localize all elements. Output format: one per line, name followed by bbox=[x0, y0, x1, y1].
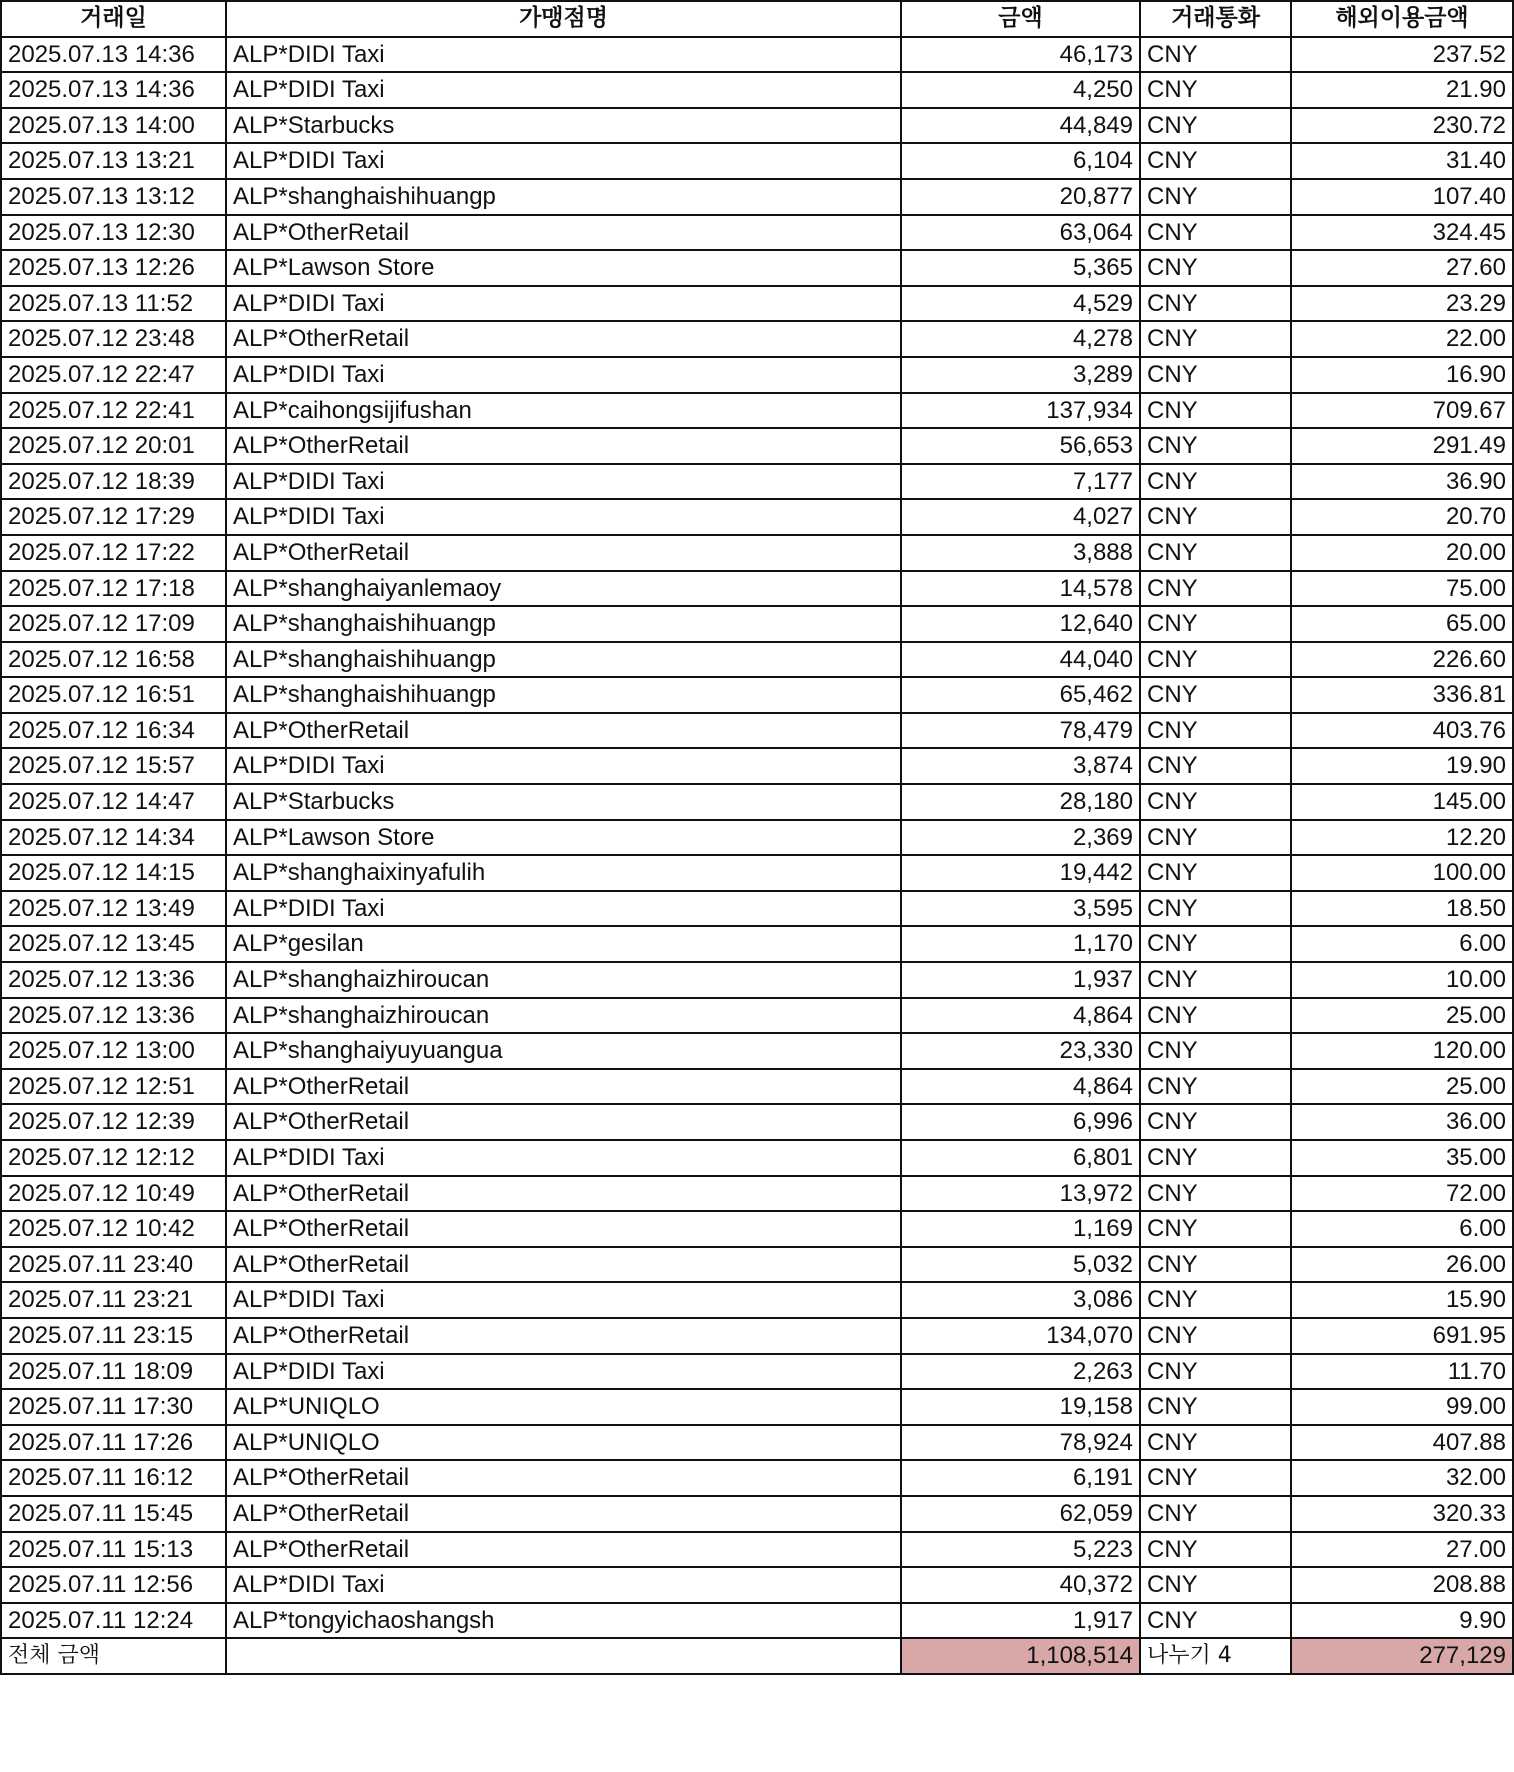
cell-amount[interactable]: 137,934 bbox=[901, 393, 1140, 429]
cell-date[interactable]: 2025.07.11 23:21 bbox=[1, 1282, 226, 1318]
cell-date[interactable]: 2025.07.12 12:51 bbox=[1, 1069, 226, 1105]
cell-date[interactable]: 2025.07.12 14:47 bbox=[1, 784, 226, 820]
cell-foreign-amount[interactable]: 6.00 bbox=[1291, 1211, 1513, 1247]
cell-currency[interactable]: CNY bbox=[1140, 1140, 1291, 1176]
cell-foreign-amount[interactable]: 20.70 bbox=[1291, 499, 1513, 535]
cell-foreign-amount[interactable]: 226.60 bbox=[1291, 642, 1513, 678]
cell-foreign-amount[interactable]: 10.00 bbox=[1291, 962, 1513, 998]
cell-foreign-amount[interactable]: 230.72 bbox=[1291, 108, 1513, 144]
cell-date[interactable]: 2025.07.12 13:00 bbox=[1, 1033, 226, 1069]
cell-merchant[interactable]: ALP*tongyichaoshangsh bbox=[226, 1603, 901, 1639]
cell-merchant[interactable]: ALP*DIDI Taxi bbox=[226, 1140, 901, 1176]
cell-currency[interactable]: CNY bbox=[1140, 1389, 1291, 1425]
cell-currency[interactable]: CNY bbox=[1140, 1460, 1291, 1496]
cell-date[interactable]: 2025.07.12 12:12 bbox=[1, 1140, 226, 1176]
cell-merchant[interactable]: ALP*DIDI Taxi bbox=[226, 1354, 901, 1390]
cell-currency[interactable]: CNY bbox=[1140, 820, 1291, 856]
cell-amount[interactable]: 3,595 bbox=[901, 891, 1140, 927]
cell-currency[interactable]: CNY bbox=[1140, 1532, 1291, 1568]
cell-merchant[interactable]: ALP*shanghaishihuangp bbox=[226, 179, 901, 215]
cell-amount[interactable]: 134,070 bbox=[901, 1318, 1140, 1354]
cell-date[interactable]: 2025.07.12 22:47 bbox=[1, 357, 226, 393]
table-row bbox=[1, 748, 1513, 784]
header-currency[interactable]: 거래통화 bbox=[1140, 1, 1291, 37]
cell-amount[interactable]: 5,223 bbox=[901, 1532, 1140, 1568]
cell-merchant[interactable]: ALP*DIDI Taxi bbox=[226, 1282, 901, 1318]
cell-foreign-amount[interactable]: 208.88 bbox=[1291, 1567, 1513, 1603]
table-row bbox=[1, 1140, 1513, 1176]
table-row bbox=[1, 357, 1513, 393]
cell-foreign-amount[interactable]: 35.00 bbox=[1291, 1140, 1513, 1176]
total-label[interactable]: 전체 금액 bbox=[1, 1638, 226, 1674]
cell-amount[interactable]: 4,250 bbox=[901, 72, 1140, 108]
cell-merchant[interactable]: ALP*DIDI Taxi bbox=[226, 37, 901, 73]
table-row bbox=[1, 1033, 1513, 1069]
cell-date[interactable]: 2025.07.12 18:39 bbox=[1, 464, 226, 500]
cell-amount[interactable]: 19,158 bbox=[901, 1389, 1140, 1425]
cell-foreign-amount[interactable]: 31.40 bbox=[1291, 143, 1513, 179]
cell-foreign-amount[interactable]: 65.00 bbox=[1291, 606, 1513, 642]
cell-date[interactable]: 2025.07.12 17:22 bbox=[1, 535, 226, 571]
table-row bbox=[1, 784, 1513, 820]
cell-merchant[interactable]: ALP*OtherRetail bbox=[226, 1211, 901, 1247]
cell-date[interactable]: 2025.07.13 14:00 bbox=[1, 108, 226, 144]
cell-amount[interactable]: 7,177 bbox=[901, 464, 1140, 500]
total-empty-cell[interactable] bbox=[226, 1638, 901, 1674]
cell-amount[interactable]: 6,996 bbox=[901, 1104, 1140, 1140]
cell-currency[interactable]: CNY bbox=[1140, 713, 1291, 749]
cell-currency[interactable]: CNY bbox=[1140, 108, 1291, 144]
table-row bbox=[1, 179, 1513, 215]
cell-currency[interactable]: CNY bbox=[1140, 855, 1291, 891]
cell-merchant[interactable]: ALP*shanghaizhiroucan bbox=[226, 962, 901, 998]
cell-date[interactable]: 2025.07.12 14:34 bbox=[1, 820, 226, 856]
cell-foreign-amount[interactable]: 6.00 bbox=[1291, 926, 1513, 962]
cell-date[interactable]: 2025.07.13 12:26 bbox=[1, 250, 226, 286]
cell-foreign-amount[interactable]: 237.52 bbox=[1291, 37, 1513, 73]
cell-date[interactable]: 2025.07.11 23:15 bbox=[1, 1318, 226, 1354]
table-row bbox=[1, 286, 1513, 322]
cell-merchant[interactable]: ALP*shanghaishihuangp bbox=[226, 606, 901, 642]
cell-amount[interactable]: 4,864 bbox=[901, 1069, 1140, 1105]
cell-merchant[interactable]: ALP*DIDI Taxi bbox=[226, 286, 901, 322]
header-foreign-amount[interactable]: 해외이용금액 bbox=[1291, 1, 1513, 37]
cell-foreign-amount[interactable]: 324.45 bbox=[1291, 215, 1513, 251]
cell-merchant[interactable]: ALP*shanghaishihuangp bbox=[226, 677, 901, 713]
table-row bbox=[1, 962, 1513, 998]
cell-date[interactable]: 2025.07.12 16:34 bbox=[1, 713, 226, 749]
cell-date[interactable]: 2025.07.11 18:09 bbox=[1, 1354, 226, 1390]
cell-currency[interactable]: CNY bbox=[1140, 1104, 1291, 1140]
cell-foreign-amount[interactable]: 36.90 bbox=[1291, 464, 1513, 500]
total-amount[interactable]: 1,108,514 bbox=[901, 1638, 1140, 1674]
cell-amount[interactable]: 5,365 bbox=[901, 250, 1140, 286]
cell-merchant[interactable]: ALP*OtherRetail bbox=[226, 321, 901, 357]
cell-foreign-amount[interactable]: 25.00 bbox=[1291, 1069, 1513, 1105]
cell-merchant[interactable]: ALP*OtherRetail bbox=[226, 1176, 901, 1212]
cell-date[interactable]: 2025.07.11 17:26 bbox=[1, 1425, 226, 1461]
cell-date[interactable]: 2025.07.12 12:39 bbox=[1, 1104, 226, 1140]
cell-amount[interactable]: 1,937 bbox=[901, 962, 1140, 998]
table-row bbox=[1, 108, 1513, 144]
cell-currency[interactable]: CNY bbox=[1140, 1567, 1291, 1603]
cell-date[interactable]: 2025.07.12 17:18 bbox=[1, 571, 226, 607]
table-row bbox=[1, 37, 1513, 73]
cell-currency[interactable]: CNY bbox=[1140, 393, 1291, 429]
cell-foreign-amount[interactable]: 21.90 bbox=[1291, 72, 1513, 108]
table-row bbox=[1, 321, 1513, 357]
cell-date[interactable]: 2025.07.12 13:45 bbox=[1, 926, 226, 962]
cell-amount[interactable]: 28,180 bbox=[901, 784, 1140, 820]
cell-date[interactable]: 2025.07.11 12:56 bbox=[1, 1567, 226, 1603]
cell-currency[interactable]: CNY bbox=[1140, 1176, 1291, 1212]
table-row bbox=[1, 1282, 1513, 1318]
cell-amount[interactable]: 4,529 bbox=[901, 286, 1140, 322]
cell-foreign-amount[interactable]: 691.95 bbox=[1291, 1318, 1513, 1354]
cell-currency[interactable]: CNY bbox=[1140, 784, 1291, 820]
cell-currency[interactable]: CNY bbox=[1140, 606, 1291, 642]
cell-currency[interactable]: CNY bbox=[1140, 642, 1291, 678]
cell-currency[interactable]: CNY bbox=[1140, 1318, 1291, 1354]
table-row bbox=[1, 571, 1513, 607]
cell-amount[interactable]: 44,849 bbox=[901, 108, 1140, 144]
cell-currency[interactable]: CNY bbox=[1140, 1033, 1291, 1069]
cell-foreign-amount[interactable]: 145.00 bbox=[1291, 784, 1513, 820]
table-row bbox=[1, 393, 1513, 429]
cell-merchant[interactable]: ALP*caihongsijifushan bbox=[226, 393, 901, 429]
cell-date[interactable]: 2025.07.11 16:12 bbox=[1, 1460, 226, 1496]
cell-merchant[interactable]: ALP*gesilan bbox=[226, 926, 901, 962]
cell-merchant[interactable]: ALP*DIDI Taxi bbox=[226, 143, 901, 179]
cell-currency[interactable]: CNY bbox=[1140, 962, 1291, 998]
table-row bbox=[1, 1496, 1513, 1532]
table-row bbox=[1, 250, 1513, 286]
cell-amount[interactable]: 4,278 bbox=[901, 321, 1140, 357]
cell-amount[interactable]: 44,040 bbox=[901, 642, 1140, 678]
cell-amount[interactable]: 1,170 bbox=[901, 926, 1140, 962]
cell-currency[interactable]: CNY bbox=[1140, 748, 1291, 784]
table-row bbox=[1, 926, 1513, 962]
cell-foreign-amount[interactable]: 32.00 bbox=[1291, 1460, 1513, 1496]
cell-foreign-amount[interactable]: 15.90 bbox=[1291, 1282, 1513, 1318]
table-row bbox=[1, 891, 1513, 927]
cell-currency[interactable]: CNY bbox=[1140, 926, 1291, 962]
cell-foreign-amount[interactable]: 11.70 bbox=[1291, 1354, 1513, 1390]
cell-merchant[interactable]: ALP*OtherRetail bbox=[226, 215, 901, 251]
cell-amount[interactable]: 62,059 bbox=[901, 1496, 1140, 1532]
cell-foreign-amount[interactable]: 72.00 bbox=[1291, 1176, 1513, 1212]
cell-merchant[interactable]: ALP*UNIQLO bbox=[226, 1425, 901, 1461]
cell-amount[interactable]: 3,874 bbox=[901, 748, 1140, 784]
cell-date[interactable]: 2025.07.12 17:29 bbox=[1, 499, 226, 535]
table-row bbox=[1, 1069, 1513, 1105]
total-row bbox=[1, 1638, 1513, 1674]
cell-currency[interactable]: CNY bbox=[1140, 891, 1291, 927]
cell-currency[interactable]: CNY bbox=[1140, 535, 1291, 571]
cell-amount[interactable]: 4,027 bbox=[901, 499, 1140, 535]
cell-merchant[interactable]: ALP*Lawson Store bbox=[226, 250, 901, 286]
cell-date[interactable]: 2025.07.11 17:30 bbox=[1, 1389, 226, 1425]
cell-merchant[interactable]: ALP*DIDI Taxi bbox=[226, 357, 901, 393]
cell-currency[interactable]: CNY bbox=[1140, 250, 1291, 286]
cell-foreign-amount[interactable]: 100.00 bbox=[1291, 855, 1513, 891]
table-row bbox=[1, 1247, 1513, 1283]
cell-foreign-amount[interactable]: 320.33 bbox=[1291, 1496, 1513, 1532]
cell-amount[interactable]: 2,369 bbox=[901, 820, 1140, 856]
table-row bbox=[1, 1603, 1513, 1639]
cell-merchant[interactable]: ALP*Starbucks bbox=[226, 784, 901, 820]
cell-merchant[interactable]: ALP*OtherRetail bbox=[226, 535, 901, 571]
cell-foreign-amount[interactable]: 36.00 bbox=[1291, 1104, 1513, 1140]
cell-amount[interactable]: 78,924 bbox=[901, 1425, 1140, 1461]
table-row bbox=[1, 820, 1513, 856]
cell-currency[interactable]: CNY bbox=[1140, 998, 1291, 1034]
cell-foreign-amount[interactable]: 107.40 bbox=[1291, 179, 1513, 215]
cell-amount[interactable]: 40,372 bbox=[901, 1567, 1140, 1603]
table-body bbox=[1, 37, 1513, 1639]
table-row bbox=[1, 855, 1513, 891]
cell-currency[interactable]: CNY bbox=[1140, 1069, 1291, 1105]
cell-foreign-amount[interactable]: 19.90 bbox=[1291, 748, 1513, 784]
cell-amount[interactable]: 14,578 bbox=[901, 571, 1140, 607]
cell-date[interactable]: 2025.07.13 13:12 bbox=[1, 179, 226, 215]
cell-merchant[interactable]: ALP*OtherRetail bbox=[226, 1069, 901, 1105]
cell-date[interactable]: 2025.07.12 15:57 bbox=[1, 748, 226, 784]
cell-amount[interactable]: 19,442 bbox=[901, 855, 1140, 891]
cell-date[interactable]: 2025.07.11 15:45 bbox=[1, 1496, 226, 1532]
cell-foreign-amount[interactable]: 75.00 bbox=[1291, 571, 1513, 607]
header-date[interactable]: 거래일 bbox=[1, 1, 226, 37]
cell-merchant[interactable]: ALP*Lawson Store bbox=[226, 820, 901, 856]
table-row bbox=[1, 606, 1513, 642]
table-row bbox=[1, 1318, 1513, 1354]
cell-amount[interactable]: 46,173 bbox=[901, 37, 1140, 73]
cell-date[interactable]: 2025.07.12 17:09 bbox=[1, 606, 226, 642]
cell-foreign-amount[interactable]: 336.81 bbox=[1291, 677, 1513, 713]
cell-date[interactable]: 2025.07.12 23:48 bbox=[1, 321, 226, 357]
cell-date[interactable]: 2025.07.13 11:52 bbox=[1, 286, 226, 322]
cell-merchant[interactable]: ALP*shanghaishihuangp bbox=[226, 642, 901, 678]
cell-merchant[interactable]: ALP*UNIQLO bbox=[226, 1389, 901, 1425]
cell-foreign-amount[interactable]: 120.00 bbox=[1291, 1033, 1513, 1069]
cell-currency[interactable]: CNY bbox=[1140, 321, 1291, 357]
cell-amount[interactable]: 4,864 bbox=[901, 998, 1140, 1034]
cell-foreign-amount[interactable]: 26.00 bbox=[1291, 1247, 1513, 1283]
cell-amount[interactable]: 78,479 bbox=[901, 713, 1140, 749]
cell-foreign-amount[interactable]: 9.90 bbox=[1291, 1603, 1513, 1639]
cell-merchant[interactable]: ALP*shanghaiyanlemaoy bbox=[226, 571, 901, 607]
cell-foreign-amount[interactable]: 12.20 bbox=[1291, 820, 1513, 856]
cell-amount[interactable]: 65,462 bbox=[901, 677, 1140, 713]
cell-merchant[interactable]: ALP*OtherRetail bbox=[226, 1460, 901, 1496]
cell-date[interactable]: 2025.07.12 10:42 bbox=[1, 1211, 226, 1247]
cell-date[interactable]: 2025.07.11 12:24 bbox=[1, 1603, 226, 1639]
cell-date[interactable]: 2025.07.12 13:36 bbox=[1, 962, 226, 998]
table-row bbox=[1, 143, 1513, 179]
cell-foreign-amount[interactable]: 22.00 bbox=[1291, 321, 1513, 357]
cell-date[interactable]: 2025.07.12 20:01 bbox=[1, 428, 226, 464]
cell-amount[interactable]: 2,263 bbox=[901, 1354, 1140, 1390]
per-person-amount[interactable]: 277,129 bbox=[1291, 1638, 1513, 1674]
cell-foreign-amount[interactable]: 20.00 bbox=[1291, 535, 1513, 571]
cell-amount[interactable]: 3,888 bbox=[901, 535, 1140, 571]
cell-currency[interactable]: CNY bbox=[1140, 464, 1291, 500]
cell-merchant[interactable]: ALP*shanghaixinyafulih bbox=[226, 855, 901, 891]
table-row bbox=[1, 464, 1513, 500]
cell-currency[interactable]: CNY bbox=[1140, 357, 1291, 393]
cell-currency[interactable]: CNY bbox=[1140, 571, 1291, 607]
cell-date[interactable]: 2025.07.12 13:36 bbox=[1, 998, 226, 1034]
cell-amount[interactable]: 6,801 bbox=[901, 1140, 1140, 1176]
cell-amount[interactable]: 5,032 bbox=[901, 1247, 1140, 1283]
cell-date[interactable]: 2025.07.13 12:30 bbox=[1, 215, 226, 251]
cell-currency[interactable]: CNY bbox=[1140, 1354, 1291, 1390]
cell-amount[interactable]: 3,289 bbox=[901, 357, 1140, 393]
table-row bbox=[1, 1104, 1513, 1140]
cell-date[interactable]: 2025.07.12 16:51 bbox=[1, 677, 226, 713]
header-amount[interactable]: 금액 bbox=[901, 1, 1140, 37]
table-row bbox=[1, 1532, 1513, 1568]
cell-date[interactable]: 2025.07.12 16:58 bbox=[1, 642, 226, 678]
cell-merchant[interactable]: ALP*OtherRetail bbox=[226, 713, 901, 749]
cell-foreign-amount[interactable]: 407.88 bbox=[1291, 1425, 1513, 1461]
cell-merchant[interactable]: ALP*Starbucks bbox=[226, 108, 901, 144]
cell-date[interactable]: 2025.07.13 14:36 bbox=[1, 72, 226, 108]
divide-label[interactable]: 나누기 4 bbox=[1140, 1638, 1291, 1674]
cell-currency[interactable]: CNY bbox=[1140, 215, 1291, 251]
table-row bbox=[1, 1567, 1513, 1603]
table-row bbox=[1, 677, 1513, 713]
cell-foreign-amount[interactable]: 27.00 bbox=[1291, 1532, 1513, 1568]
cell-amount[interactable]: 20,877 bbox=[901, 179, 1140, 215]
cell-merchant[interactable]: ALP*OtherRetail bbox=[226, 1247, 901, 1283]
table-row bbox=[1, 1389, 1513, 1425]
cell-foreign-amount[interactable]: 99.00 bbox=[1291, 1389, 1513, 1425]
cell-merchant[interactable]: ALP*OtherRetail bbox=[226, 1532, 901, 1568]
cell-merchant[interactable]: ALP*OtherRetail bbox=[226, 1318, 901, 1354]
cell-foreign-amount[interactable]: 25.00 bbox=[1291, 998, 1513, 1034]
table-row bbox=[1, 713, 1513, 749]
table-row bbox=[1, 535, 1513, 571]
cell-date[interactable]: 2025.07.12 13:49 bbox=[1, 891, 226, 927]
header-row bbox=[1, 1, 1513, 37]
cell-amount[interactable]: 56,653 bbox=[901, 428, 1140, 464]
cell-amount[interactable]: 63,064 bbox=[901, 215, 1140, 251]
cell-currency[interactable]: CNY bbox=[1140, 1282, 1291, 1318]
cell-amount[interactable]: 6,104 bbox=[901, 143, 1140, 179]
cell-merchant[interactable]: ALP*shanghaizhiroucan bbox=[226, 998, 901, 1034]
cell-currency[interactable]: CNY bbox=[1140, 428, 1291, 464]
cell-currency[interactable]: CNY bbox=[1140, 72, 1291, 108]
cell-currency[interactable]: CNY bbox=[1140, 677, 1291, 713]
cell-date[interactable]: 2025.07.12 10:49 bbox=[1, 1176, 226, 1212]
cell-foreign-amount[interactable]: 23.29 bbox=[1291, 286, 1513, 322]
cell-currency[interactable]: CNY bbox=[1140, 1247, 1291, 1283]
cell-currency[interactable]: CNY bbox=[1140, 286, 1291, 322]
table-row bbox=[1, 428, 1513, 464]
cell-currency[interactable]: CNY bbox=[1140, 37, 1291, 73]
cell-merchant[interactable]: ALP*DIDI Taxi bbox=[226, 748, 901, 784]
cell-merchant[interactable]: ALP*DIDI Taxi bbox=[226, 72, 901, 108]
cell-currency[interactable]: CNY bbox=[1140, 179, 1291, 215]
cell-merchant[interactable]: ALP*OtherRetail bbox=[226, 1104, 901, 1140]
table-row bbox=[1, 72, 1513, 108]
cell-date[interactable]: 2025.07.13 14:36 bbox=[1, 37, 226, 73]
table-row bbox=[1, 1425, 1513, 1461]
cell-merchant[interactable]: ALP*DIDI Taxi bbox=[226, 464, 901, 500]
cell-merchant[interactable]: ALP*DIDI Taxi bbox=[226, 1567, 901, 1603]
cell-merchant[interactable]: ALP*shanghaiyuyuangua bbox=[226, 1033, 901, 1069]
cell-amount[interactable]: 23,330 bbox=[901, 1033, 1140, 1069]
header-merchant[interactable]: 가맹점명 bbox=[226, 1, 901, 37]
cell-merchant[interactable]: ALP*OtherRetail bbox=[226, 1496, 901, 1532]
cell-foreign-amount[interactable]: 16.90 bbox=[1291, 357, 1513, 393]
table-row bbox=[1, 1211, 1513, 1247]
cell-foreign-amount[interactable]: 291.49 bbox=[1291, 428, 1513, 464]
table-row bbox=[1, 1354, 1513, 1390]
cell-amount[interactable]: 12,640 bbox=[901, 606, 1140, 642]
cell-currency[interactable]: CNY bbox=[1140, 499, 1291, 535]
cell-merchant[interactable]: ALP*DIDI Taxi bbox=[226, 891, 901, 927]
cell-merchant[interactable]: ALP*OtherRetail bbox=[226, 428, 901, 464]
cell-date[interactable]: 2025.07.12 14:15 bbox=[1, 855, 226, 891]
cell-currency[interactable]: CNY bbox=[1140, 1211, 1291, 1247]
table-row bbox=[1, 998, 1513, 1034]
cell-currency[interactable]: CNY bbox=[1140, 1603, 1291, 1639]
cell-foreign-amount[interactable]: 709.67 bbox=[1291, 393, 1513, 429]
cell-date[interactable]: 2025.07.11 15:13 bbox=[1, 1532, 226, 1568]
cell-foreign-amount[interactable]: 18.50 bbox=[1291, 891, 1513, 927]
cell-merchant[interactable]: ALP*DIDI Taxi bbox=[226, 499, 901, 535]
table-row bbox=[1, 1460, 1513, 1496]
cell-currency[interactable]: CNY bbox=[1140, 1496, 1291, 1532]
cell-date[interactable]: 2025.07.11 23:40 bbox=[1, 1247, 226, 1283]
table-row bbox=[1, 1176, 1513, 1212]
cell-date[interactable]: 2025.07.13 13:21 bbox=[1, 143, 226, 179]
table-row bbox=[1, 215, 1513, 251]
cell-amount[interactable]: 1,169 bbox=[901, 1211, 1140, 1247]
cell-foreign-amount[interactable]: 27.60 bbox=[1291, 250, 1513, 286]
cell-foreign-amount[interactable]: 403.76 bbox=[1291, 713, 1513, 749]
table-row bbox=[1, 642, 1513, 678]
cell-amount[interactable]: 6,191 bbox=[901, 1460, 1140, 1496]
table-row bbox=[1, 499, 1513, 535]
cell-date[interactable]: 2025.07.12 22:41 bbox=[1, 393, 226, 429]
cell-amount[interactable]: 13,972 bbox=[901, 1176, 1140, 1212]
cell-currency[interactable]: CNY bbox=[1140, 143, 1291, 179]
cell-amount[interactable]: 1,917 bbox=[901, 1603, 1140, 1639]
cell-amount[interactable]: 3,086 bbox=[901, 1282, 1140, 1318]
cell-currency[interactable]: CNY bbox=[1140, 1425, 1291, 1461]
